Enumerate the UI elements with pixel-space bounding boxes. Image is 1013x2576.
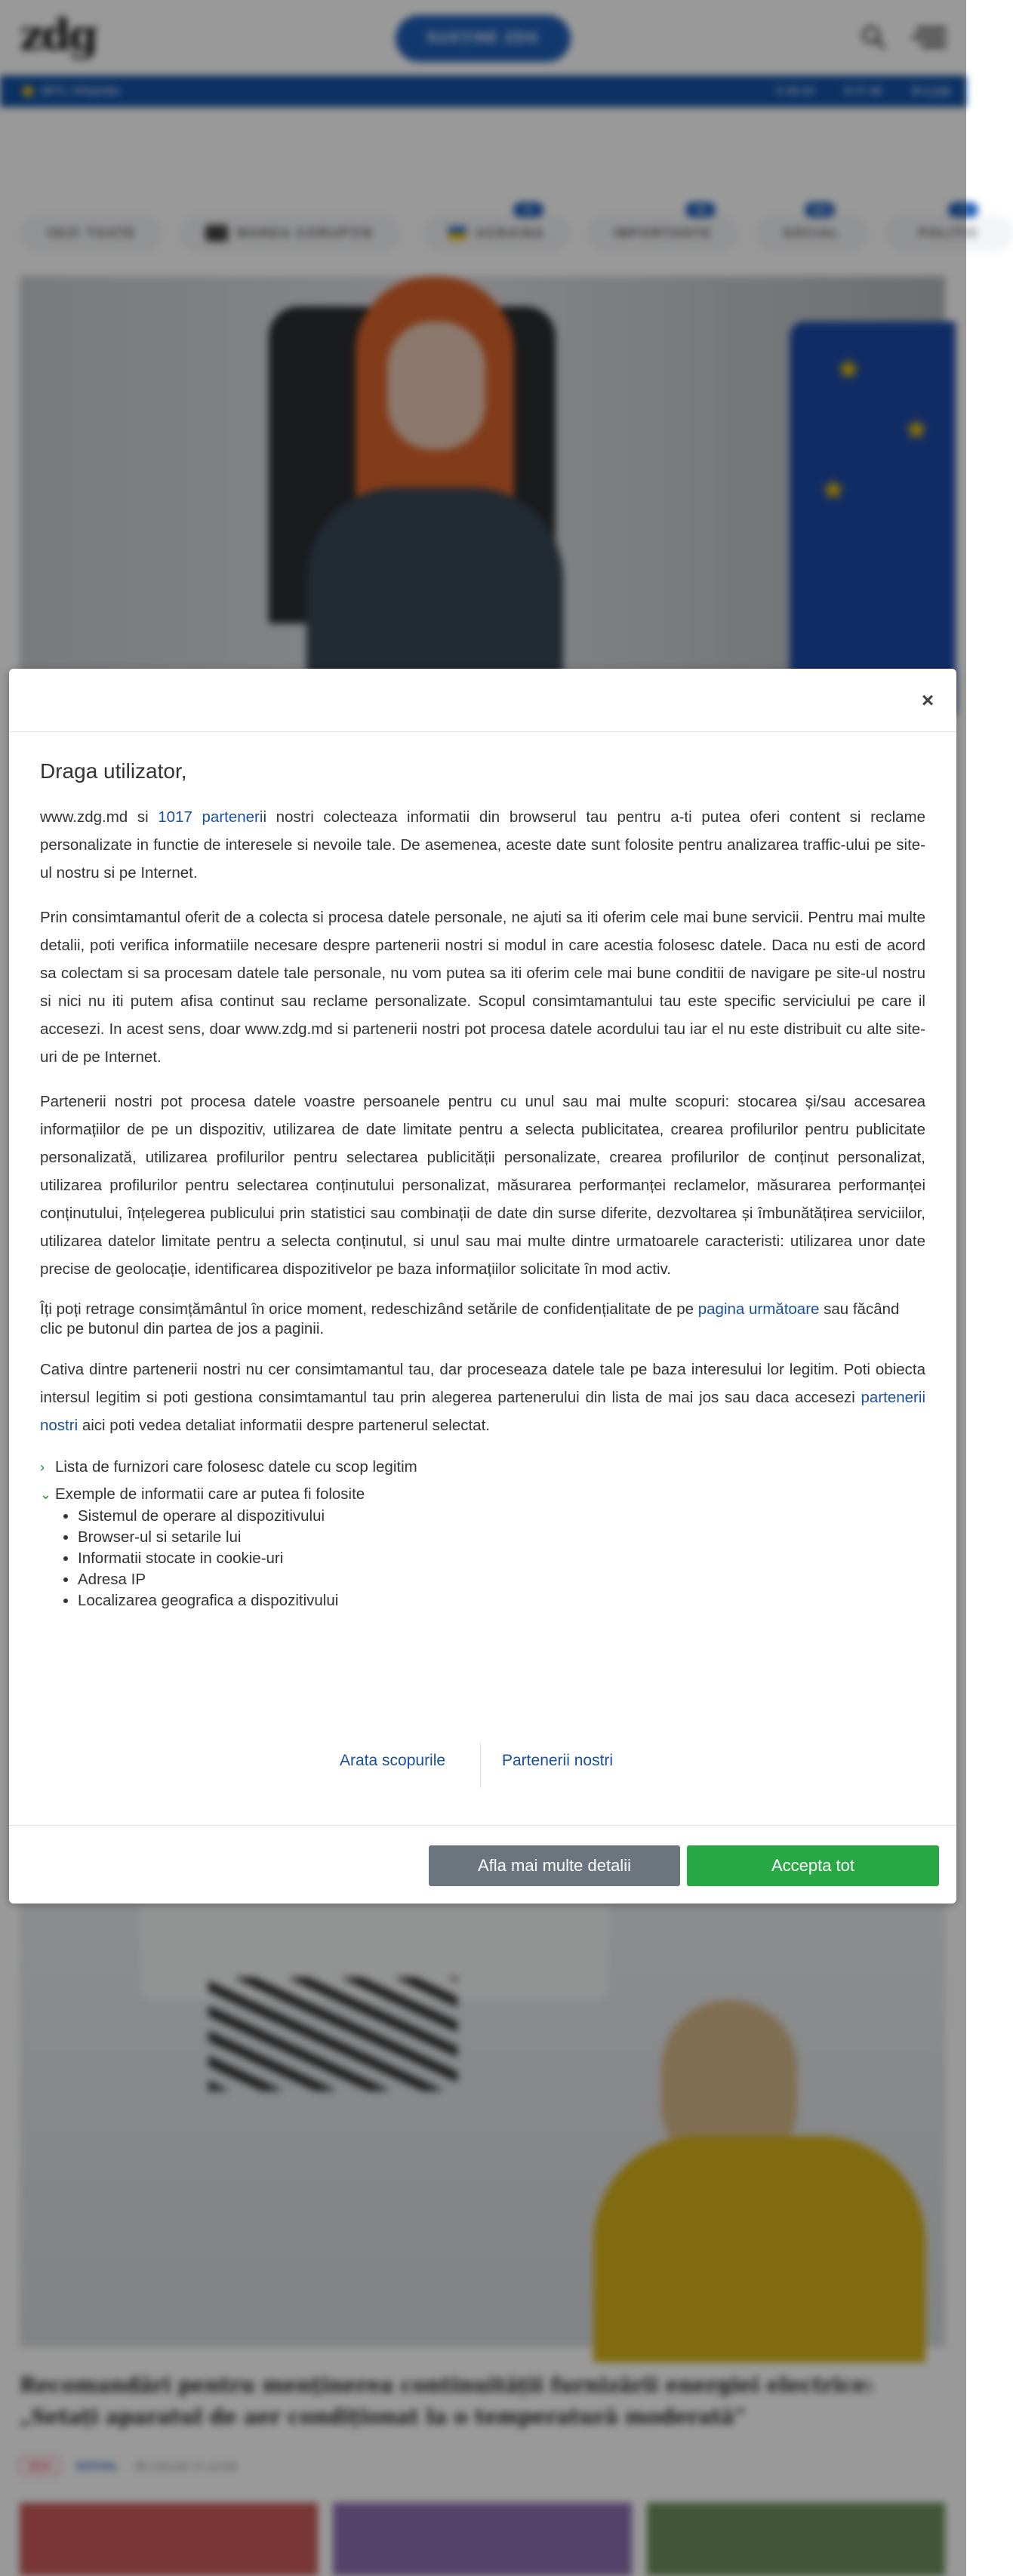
eu-star-icon: ★ bbox=[835, 352, 862, 386]
site-logo[interactable]: zdg bbox=[20, 11, 97, 60]
category-count-badge: 114 bbox=[805, 202, 835, 217]
support-button[interactable]: SUSȚINE ZDG bbox=[396, 15, 571, 62]
category-label: POLITIC bbox=[918, 226, 980, 240]
list-item: • Localizarea geografica a dispozitivului bbox=[78, 1590, 925, 1611]
examples-list bbox=[40, 1506, 925, 1611]
category-count-badge: 18 bbox=[685, 202, 716, 217]
learn-more-button[interactable]: Afla mai multe detalii bbox=[429, 1845, 680, 1886]
category-label: UCRAINA bbox=[475, 226, 546, 240]
article-badge: ECO bbox=[20, 2458, 60, 2475]
rate-eur: € 20.10 bbox=[776, 85, 814, 97]
next-page-link[interactable]: pagina următoare bbox=[697, 1300, 820, 1318]
category-count-badge: 71 bbox=[513, 202, 543, 217]
category-label: VEZI TOATE bbox=[46, 226, 137, 240]
consent-paragraph-purpose: Prin consimtamantul oferit de a colecta si procesa datele personale, ne ajuti sa iti oferim cele mai bune servicii. Pentru mai multe detalii, poti verifica informatiile necesare despre partenerii nostri si modul in care acestia folosesc datele. Daca nu esti de acord sa colectam si sa procesam datele tale personale, nu vom putea sa iti oferim cele mai bune conditii de navigare pe site-ul nostru si nici nu iti putem afisa continut sau reclame personalizate. Scopul consimtamantului tau este specific serviciului pe care il accesezi. In acest sens, doar www.zdg.md si partenerii nostri pot procesa datele acordului tau iar el nu este distribuit cu alte site-uri de pe Internet. bbox=[40, 909, 925, 1066]
dialog-body bbox=[40, 758, 925, 1611]
links-divider bbox=[480, 1743, 481, 1788]
list-item: • Sistemul de operare al dispozitivului bbox=[78, 1506, 925, 1527]
consent-paragraph-legitimate bbox=[40, 1356, 925, 1439]
chevron-right-icon: › bbox=[40, 1460, 45, 1475]
list-item: • Browser-ul si setarile lui bbox=[78, 1527, 925, 1548]
category-label: MAREA CORUPȚIE bbox=[236, 226, 375, 240]
list-item: • Informatii stocate in cookie-uri bbox=[78, 1548, 925, 1569]
show-purposes-link[interactable]: Arata scopurile bbox=[340, 1752, 446, 1769]
text-segment: aici poti vedea detaliat informatii despre partenerul selectat. bbox=[78, 1417, 490, 1434]
rate-usd: $ 17.40 bbox=[844, 85, 882, 97]
list-item: • Adresa IP bbox=[78, 1569, 925, 1590]
dialog-header bbox=[9, 669, 956, 732]
chevron-down-icon: ⌄ bbox=[40, 1487, 52, 1502]
our-partners-button[interactable]: Partenerii nostri bbox=[502, 1752, 614, 1769]
category-label: IMPORTANTE bbox=[613, 226, 713, 240]
weather-text: 28°C, Chișinău bbox=[41, 85, 121, 97]
legit-vendors-toggle[interactable] bbox=[40, 1456, 925, 1479]
consent-paragraph-intro bbox=[40, 803, 925, 887]
close-button[interactable]: × bbox=[921, 688, 934, 712]
category-count-badge: 1 bbox=[948, 202, 978, 217]
category-label: SOCIAL bbox=[782, 226, 841, 240]
text-segment: Cativa dintre partenerii nostri nu cer consimtamantul tau, dar proceseaza datele tale pe baza interesului lor legitim. Poti obiecta intersul legitim si poti gestiona consimtamantul tau prin alegerea partenerului din lista de mai jos sau daca accesezi bbox=[40, 1361, 925, 1406]
our-partners-link[interactable]: partenerii nostri bbox=[40, 1389, 925, 1434]
text-segment: sau făcând clic pe butonul din partea de jos a paginii. bbox=[40, 1300, 900, 1337]
dialog-footer bbox=[9, 1825, 956, 1904]
rate-rub: ₽ 0.226 bbox=[912, 85, 951, 98]
text-segment: www.zdg.md si bbox=[40, 808, 159, 826]
text-segment: i nostri colecteaza informatii din browserul tau pentru a-ti putea oferi content si reclame personalizate in functie de interesele si nevoile tale. De asemenea, aceste date sunt folosite pentru analizarea traffic-ului pe site-ul nostru si pe Internet. bbox=[40, 808, 925, 882]
eu-star-icon: ★ bbox=[820, 473, 847, 506]
article-category[interactable]: SOCIAL bbox=[75, 2460, 119, 2473]
article-time: 36 minute în urmă bbox=[133, 2458, 237, 2473]
examples-toggle[interactable] bbox=[40, 1483, 925, 1506]
legit-vendors-label: Lista de furnizori care folosesc datele cu scop legitim bbox=[55, 1458, 417, 1476]
consent-dialog bbox=[9, 669, 956, 1904]
eu-star-icon: ★ bbox=[903, 413, 930, 446]
article-title[interactable]: Recomandări pentru menținerea continuității furnizării energiei electrice: „Setați aparatul de aer condiționat la o temperatură moderată” bbox=[20, 2374, 874, 2429]
text-segment: Îți poți retrage consimțământul în orice moment, redeschizând setările de confidențialitate de pe bbox=[40, 1300, 698, 1318]
dialog-links-row bbox=[9, 1735, 956, 1788]
consent-greeting: Draga utilizator, bbox=[40, 759, 187, 783]
examples-label: Exemple de informatii care ar putea fi folosite bbox=[55, 1485, 365, 1503]
accept-all-button[interactable]: Accepta tot bbox=[687, 1845, 939, 1886]
partners-count-link[interactable]: 1017 parteneri bbox=[158, 808, 263, 826]
consent-paragraph-partners: Partenerii nostri pot procesa datele voastre persoanele pentru cu unul sau mai multe scopuri: stocarea și/sau accesarea informațiilor de pe un dispozitiv, utilizarea de date limitate pentru a selecta publicitatea, crearea profilurilor pentru publicitate personalizată, utilizarea profilurilor pentru selectarea publicității personalizate, crearea profilurilor de conținut personalizat, utilizarea profilurilor pentru selectarea conținutului personalizat, măsurarea performanței reclamelor, măsurarea performanței conținutului, înțelegerea publicului prin statistici sau combinații de date din surse diferite, dezvoltarea și îmbunătățirea serviciilor, utilizarea datelor limitate pentru a selecta conținutul, si unul sau mai multe dintre urmatoarele caracteristi: utilizarea unor date precise de geolocație, identificarea dispozitivelor pe baza informațiilor solicitate în mod activ. bbox=[40, 1093, 925, 1278]
consent-paragraph-withdraw bbox=[40, 1300, 925, 1339]
